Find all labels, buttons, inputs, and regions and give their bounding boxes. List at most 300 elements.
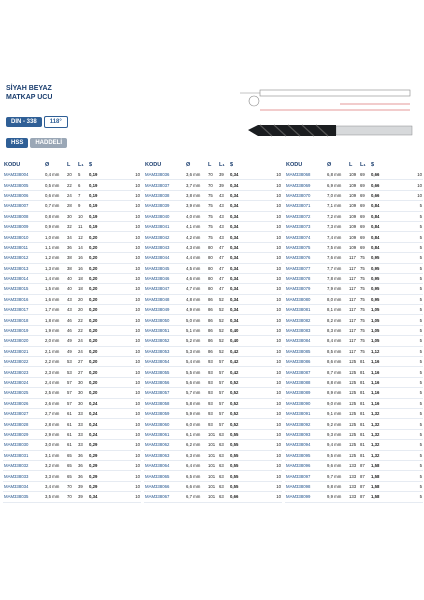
cell-code: MAM338016: [3, 294, 44, 304]
cell-price: 0,42: [229, 367, 260, 377]
cell-diameter: 5,3 mm: [185, 346, 207, 356]
cell-length: 61: [66, 419, 77, 429]
cell-pack: 10: [119, 284, 141, 294]
cell-price: 0,34: [229, 170, 260, 180]
cell-code: MAM338073: [285, 221, 326, 231]
cell-flute-length: 52: [218, 346, 229, 356]
cell-flute-length: 69: [359, 190, 370, 200]
cell-pack: 10: [260, 336, 282, 346]
cell-price: 0,34: [229, 294, 260, 304]
cell-diameter: 1,4 mm: [44, 273, 66, 283]
cell-flute-length: 87: [359, 460, 370, 470]
cell-pack: 10: [260, 201, 282, 211]
cell-pack: 5: [401, 294, 423, 304]
cell-price: 1,16: [370, 388, 401, 398]
cell-price: 0,55: [229, 440, 260, 450]
cell-code: MAM338065: [144, 471, 185, 481]
cell-price: 0,20: [88, 336, 119, 346]
cell-code: MAM338046: [144, 273, 185, 283]
cell-flute-length: 22: [77, 325, 88, 335]
cell-code: MAM338033: [3, 471, 44, 481]
cell-pack: 10: [119, 190, 141, 200]
cell-code: MAM338042: [144, 232, 185, 242]
cell-length: 65: [66, 450, 77, 460]
cell-price: 1,16: [370, 398, 401, 408]
cell-flute-length: 81: [359, 450, 370, 460]
cell-pack: 10: [260, 492, 282, 502]
cell-diameter: 5,0 mm: [185, 315, 207, 325]
table-row: [285, 253, 423, 263]
table-row: [3, 263, 141, 273]
cell-price: 0,66: [370, 170, 401, 180]
cell-length: 93: [207, 408, 218, 418]
cell-length: 65: [66, 460, 77, 470]
cell-length: 80: [207, 242, 218, 252]
cell-pack: 5: [401, 242, 423, 252]
cell-flute-length: 10: [77, 211, 88, 221]
cell-code: MAM338036: [144, 170, 185, 180]
cell-pack: 10: [119, 315, 141, 325]
table-row: [285, 294, 423, 304]
table-row: [3, 471, 141, 481]
table-row: [144, 492, 282, 502]
table-row: [3, 481, 141, 491]
table-row: [285, 388, 423, 398]
cell-code: MAM338039: [144, 201, 185, 211]
table-row: [3, 419, 141, 429]
table-row: [3, 305, 141, 315]
cell-length: 109: [348, 190, 359, 200]
table-row: [144, 367, 282, 377]
table-row: [285, 305, 423, 315]
cell-length: 125: [348, 377, 359, 387]
cell-pack: 5: [401, 398, 423, 408]
cell-flute-length: 75: [359, 336, 370, 346]
cell-length: 117: [348, 253, 359, 263]
cell-diameter: 2,9 mm: [44, 429, 66, 439]
cell-diameter: 0,5 mm: [44, 180, 66, 190]
table-row: [3, 336, 141, 346]
cell-flute-length: 52: [218, 315, 229, 325]
cell-flute-length: 30: [77, 388, 88, 398]
cell-diameter: 4,6 mm: [185, 273, 207, 283]
cell-price: 0,52: [229, 398, 260, 408]
table-row: [285, 190, 423, 200]
cell-length: 75: [207, 232, 218, 242]
cell-length: 46: [66, 325, 77, 335]
cell-flute-length: 33: [77, 429, 88, 439]
cell-flute-length: 69: [359, 221, 370, 231]
cell-flute-length: 52: [218, 305, 229, 315]
cell-flute-length: 22: [77, 315, 88, 325]
cell-pack: 5: [401, 492, 423, 502]
cell-code: MAM338005: [3, 180, 44, 190]
cell-flute-length: 47: [218, 273, 229, 283]
cell-flute-length: 52: [218, 325, 229, 335]
cell-flute-length: 36: [77, 450, 88, 460]
spec-table-1: [3, 160, 141, 503]
cell-pack: 10: [260, 180, 282, 190]
cell-pack: 10: [119, 253, 141, 263]
cell-code: MAM338026: [3, 398, 44, 408]
cell-length: 57: [66, 388, 77, 398]
cell-price: 0,84: [370, 211, 401, 221]
table-row: [3, 492, 141, 502]
cell-length: 133: [348, 492, 359, 502]
cell-length: 125: [348, 450, 359, 460]
cell-length: 75: [207, 201, 218, 211]
cell-pack: 10: [260, 221, 282, 231]
cell-flute-length: 47: [218, 242, 229, 252]
cell-diameter: 7,5 mm: [326, 242, 348, 252]
cell-price: 0,20: [88, 325, 119, 335]
cell-diameter: 5,7 mm: [185, 388, 207, 398]
cell-flute-length: 33: [77, 419, 88, 429]
cell-length: 101: [207, 471, 218, 481]
cell-length: 101: [207, 481, 218, 491]
cell-code: MAM338051: [144, 325, 185, 335]
col-header-flute-length: L₁: [219, 162, 225, 168]
cell-price: 0,20: [88, 294, 119, 304]
table-row: [3, 357, 141, 367]
cell-code: MAM338062: [144, 440, 185, 450]
cell-length: 125: [348, 419, 359, 429]
cell-diameter: 0,8 mm: [44, 211, 66, 221]
cell-diameter: 3,5 mm: [44, 492, 66, 502]
table-row: [144, 284, 282, 294]
col-header-length: L: [208, 162, 212, 168]
table-row: [285, 346, 423, 356]
cell-flute-length: 69: [359, 170, 370, 180]
cell-price: 0,29: [88, 440, 119, 450]
cell-price: 0,95: [370, 273, 401, 283]
cell-price: 0,20: [88, 388, 119, 398]
cell-pack: 5: [401, 325, 423, 335]
table-row: [285, 201, 423, 211]
cell-pack: 10: [119, 450, 141, 460]
cell-diameter: 4,9 mm: [185, 305, 207, 315]
cell-flute-length: 30: [77, 398, 88, 408]
cell-length: 49: [66, 346, 77, 356]
product-title: [6, 84, 52, 102]
cell-length: 61: [66, 408, 77, 418]
cell-length: 109: [348, 201, 359, 211]
cell-length: 101: [207, 429, 218, 439]
table-row: [285, 367, 423, 377]
cell-code: MAM338019: [3, 325, 44, 335]
cell-code: MAM338068: [285, 170, 326, 180]
cell-length: 109: [348, 221, 359, 231]
cell-flute-length: 20: [77, 294, 88, 304]
cell-diameter: 6,8 mm: [326, 170, 348, 180]
cell-code: MAM338022: [3, 357, 44, 367]
cell-code: MAM338006: [3, 190, 44, 200]
cell-length: 43: [66, 294, 77, 304]
cell-pack: 10: [260, 170, 282, 180]
cell-diameter: 5,4 mm: [185, 357, 207, 367]
cell-pack: 10: [119, 346, 141, 356]
cell-length: 133: [348, 481, 359, 491]
cell-price: 0,84: [370, 221, 401, 231]
cell-length: 125: [348, 408, 359, 418]
cell-pack: 5: [401, 253, 423, 263]
cell-pack: 10: [119, 440, 141, 450]
cell-code: MAM338057: [144, 388, 185, 398]
table-row: [144, 440, 282, 450]
cell-code: MAM338013: [3, 263, 44, 273]
cell-flute-length: 36: [77, 471, 88, 481]
cell-price: 0,52: [229, 388, 260, 398]
cell-flute-length: 11: [77, 221, 88, 231]
table-row: [3, 440, 141, 450]
cell-flute-length: 18: [77, 273, 88, 283]
product-title-line2: MATKAP UCU: [6, 94, 53, 101]
cell-length: 109: [348, 242, 359, 252]
cell-length: 53: [66, 367, 77, 377]
cell-price: 0,42: [229, 346, 260, 356]
cell-diameter: 3,4 mm: [44, 481, 66, 491]
cell-diameter: 9,5 mm: [326, 450, 348, 460]
cell-flute-length: 75: [359, 294, 370, 304]
cell-length: 34: [66, 232, 77, 242]
cell-price: 0,34: [229, 211, 260, 221]
cell-code: MAM338021: [3, 346, 44, 356]
cell-diameter: 1,7 mm: [44, 305, 66, 315]
cell-pack: 10: [119, 408, 141, 418]
cell-diameter: 1,1 mm: [44, 242, 66, 252]
cell-flute-length: 81: [359, 377, 370, 387]
table-row: [144, 388, 282, 398]
cell-pack: 10: [260, 357, 282, 367]
cell-price: 0,84: [370, 201, 401, 211]
table-row: [285, 398, 423, 408]
cell-price: 0,42: [229, 357, 260, 367]
cell-length: 86: [207, 325, 218, 335]
cell-length: 101: [207, 450, 218, 460]
cell-flute-length: 27: [77, 367, 88, 377]
cell-flute-length: 81: [359, 408, 370, 418]
cell-price: 0,55: [229, 481, 260, 491]
cell-flute-length: 14: [77, 242, 88, 252]
cell-code: MAM338071: [285, 201, 326, 211]
cell-flute-length: 52: [218, 336, 229, 346]
cell-length: 75: [207, 190, 218, 200]
cell-price: 0,19: [88, 211, 119, 221]
cell-flute-length: 69: [359, 242, 370, 252]
cell-flute-length: 33: [77, 408, 88, 418]
cell-code: MAM338032: [3, 460, 44, 470]
cell-diameter: 0,6 mm: [44, 190, 66, 200]
cell-code: MAM338081: [285, 305, 326, 315]
table-row: [3, 201, 141, 211]
cell-length: 40: [66, 284, 77, 294]
cell-diameter: 8,1 mm: [326, 305, 348, 315]
cell-pack: 5: [401, 315, 423, 325]
cell-code: MAM338053: [144, 346, 185, 356]
col-header-length: L: [67, 162, 71, 168]
cell-code: MAM338083: [285, 325, 326, 335]
cell-diameter: 7,8 mm: [326, 273, 348, 283]
cell-price: 0,20: [88, 357, 119, 367]
table-row: [3, 398, 141, 408]
cell-code: MAM338004: [3, 170, 44, 180]
cell-code: MAM338049: [144, 305, 185, 315]
cell-diameter: 3,3 mm: [44, 471, 66, 481]
cell-flute-length: 81: [359, 388, 370, 398]
cell-price: 0,20: [88, 232, 119, 242]
cell-pack: 5: [401, 377, 423, 387]
table-row: [285, 232, 423, 242]
din-badge: DIN - 338: [6, 117, 42, 127]
cell-flute-length: 75: [359, 325, 370, 335]
cell-pack: 5: [401, 263, 423, 273]
table-row: [285, 419, 423, 429]
cell-length: 80: [207, 253, 218, 263]
cell-diameter: 4,2 mm: [185, 232, 207, 242]
cell-length: 80: [207, 263, 218, 273]
cell-flute-length: 12: [77, 232, 88, 242]
cell-flute-length: 69: [359, 232, 370, 242]
table-row: [285, 170, 423, 180]
cell-code: MAM338088: [285, 377, 326, 387]
spec-badges: [6, 110, 116, 151]
cell-flute-length: 18: [77, 284, 88, 294]
cell-flute-length: 6: [77, 180, 88, 190]
cell-pack: 10: [260, 190, 282, 200]
cell-flute-length: 39: [218, 170, 229, 180]
cell-pack: 10: [119, 242, 141, 252]
cell-pack: 10: [260, 294, 282, 304]
cell-flute-length: 57: [218, 398, 229, 408]
table-row: [285, 325, 423, 335]
cell-diameter: 0,9 mm: [44, 221, 66, 231]
cell-diameter: 8,5 mm: [326, 346, 348, 356]
cell-code: MAM338080: [285, 294, 326, 304]
cell-pack: 5: [401, 284, 423, 294]
cell-diameter: 2,8 mm: [44, 419, 66, 429]
cell-length: 117: [348, 284, 359, 294]
cell-diameter: 2,3 mm: [44, 367, 66, 377]
cell-length: 117: [348, 263, 359, 273]
cell-flute-length: 39: [77, 492, 88, 502]
cell-diameter: 4,5 mm: [185, 263, 207, 273]
cell-code: MAM338008: [3, 211, 44, 221]
cell-length: 109: [348, 170, 359, 180]
cell-pack: 10: [119, 180, 141, 190]
cell-code: MAM338059: [144, 408, 185, 418]
cell-pack: 10: [119, 221, 141, 231]
cell-code: MAM338030: [3, 440, 44, 450]
cell-flute-length: 81: [359, 367, 370, 377]
cell-price: 0,19: [88, 201, 119, 211]
cell-diameter: 6,0 mm: [185, 419, 207, 429]
table-row: [3, 273, 141, 283]
cell-flute-length: 5: [77, 170, 88, 180]
cell-diameter: 7,7 mm: [326, 263, 348, 273]
cell-flute-length: 16: [77, 263, 88, 273]
cell-pack: 10: [260, 273, 282, 283]
cell-length: 46: [66, 315, 77, 325]
table-row: [144, 357, 282, 367]
table-row: [3, 170, 141, 180]
cell-diameter: 5,1 mm: [185, 325, 207, 335]
table-row: [285, 481, 423, 491]
cell-flute-length: 69: [359, 211, 370, 221]
cell-price: 0,66: [229, 492, 260, 502]
table-row: [144, 221, 282, 231]
cell-pack: 10: [401, 190, 423, 200]
cell-length: 93: [207, 377, 218, 387]
cell-pack: 5: [401, 460, 423, 470]
cell-pack: 10: [119, 357, 141, 367]
cell-flute-length: 87: [359, 481, 370, 491]
table-row: [144, 481, 282, 491]
cell-length: 117: [348, 273, 359, 283]
cell-diameter: 9,4 mm: [326, 440, 348, 450]
cell-code: MAM338045: [144, 263, 185, 273]
cell-price: 1,32: [370, 450, 401, 460]
cell-price: 0,34: [229, 273, 260, 283]
cell-diameter: 9,2 mm: [326, 419, 348, 429]
cell-price: 1,32: [370, 429, 401, 439]
cell-diameter: 9,1 mm: [326, 408, 348, 418]
cell-length: 32: [66, 221, 77, 231]
cell-diameter: 7,2 mm: [326, 211, 348, 221]
cell-price: 0,34: [229, 232, 260, 242]
cell-flute-length: 63: [218, 429, 229, 439]
cell-code: MAM338007: [3, 201, 44, 211]
cell-flute-length: 81: [359, 357, 370, 367]
cell-diameter: 6,7 mm: [185, 492, 207, 502]
cell-diameter: 5,6 mm: [185, 377, 207, 387]
cell-price: 0,24: [88, 398, 119, 408]
cell-flute-length: 75: [359, 315, 370, 325]
cell-code: MAM338052: [144, 336, 185, 346]
cell-pack: 5: [401, 367, 423, 377]
cell-flute-length: 57: [218, 408, 229, 418]
cell-code: MAM338072: [285, 211, 326, 221]
table-row: [144, 408, 282, 418]
cell-pack: 10: [119, 481, 141, 491]
table-row: [3, 315, 141, 325]
cell-pack: 10: [260, 419, 282, 429]
cell-length: 28: [66, 201, 77, 211]
table-row: [285, 492, 423, 502]
cell-flute-length: 81: [359, 398, 370, 408]
cell-price: 1,58: [370, 492, 401, 502]
cell-pack: 10: [119, 471, 141, 481]
spec-table-3: [285, 160, 423, 503]
cell-pack: 10: [260, 284, 282, 294]
cell-diameter: 1,0 mm: [44, 232, 66, 242]
cell-price: 1,58: [370, 471, 401, 481]
cell-price: 0,20: [88, 315, 119, 325]
hss-badge: HSS: [6, 138, 28, 148]
cell-flute-length: 43: [218, 190, 229, 200]
cell-price: 0,20: [88, 367, 119, 377]
cell-pack: 5: [401, 419, 423, 429]
cell-price: 0,84: [370, 232, 401, 242]
cell-diameter: 6,6 mm: [185, 481, 207, 491]
cell-price: 0,84: [370, 242, 401, 252]
cell-code: MAM338064: [144, 460, 185, 470]
cell-price: 0,24: [88, 408, 119, 418]
cell-diameter: 5,9 mm: [185, 408, 207, 418]
cell-diameter: 4,7 mm: [185, 284, 207, 294]
cell-diameter: 5,8 mm: [185, 398, 207, 408]
cell-pack: 10: [119, 429, 141, 439]
cell-diameter: 1,2 mm: [44, 253, 66, 263]
